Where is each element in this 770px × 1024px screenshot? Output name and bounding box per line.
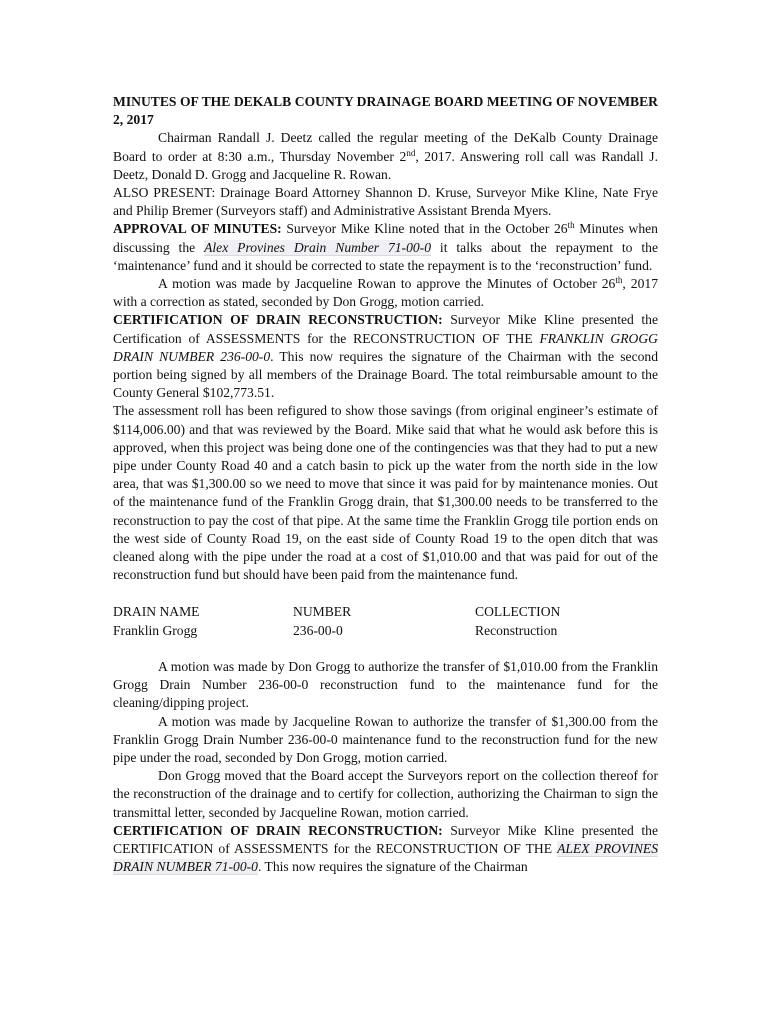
call-to-order-text: Chairman Randall J. Deetz called the regular meeting of the DeKalb County Drainage Board to order at 8:30 a.m., Thursday November 2 — [113, 130, 658, 164]
certification-paragraph-franklin — [113, 311, 658, 402]
ordinal-suffix: th — [567, 220, 575, 231]
table-cell-drain-name: Franklin Grogg — [113, 622, 198, 638]
ordinal-suffix: nd — [406, 147, 416, 158]
certification-heading: CERTIFICATION OF DRAIN RECONSTRUCTION: — [113, 312, 443, 328]
roll-call-text: , 2017. Answering roll call was Randall J. Deetz, Donald D. Grogg and Jacqueline R. Rowan. — [113, 148, 658, 182]
motion-transfer-1300: A motion was made by Jacqueline Rowan to authorize the transfer of $1,300.00 from the Franklin Grogg Drain Number 236-00-0 maintenance fund to the reconstruction fund for the new pipe under the road, seconded by Don Grogg, motion carried. — [113, 713, 658, 765]
certification-text: Surveyor Mike Kline presented the Certification of ASSESSMENTS for the RECONSTRUCTION OF THE — [113, 312, 658, 346]
minutes-document — [113, 93, 658, 876]
motion-transfer-1010: A motion was made by Don Grogg to authorize the transfer of $1,010.00 from the Franklin Grogg Drain Number 236-00-0 reconstruction fund to the maintenance fund for the cleaning/dipping project. — [113, 658, 658, 711]
also-present-paragraph: ALSO PRESENT: Drainage Board Attorney Shannon D. Kruse, Surveyor Mike Kline, Nate Frye and Philip Bremer (Surveyors staff) and Administrative Assistant Brenda Myers. — [113, 185, 658, 219]
table-cell-number: 236-00-0 — [293, 622, 343, 638]
drain-name-franklin: FRANKLIN GROGG DRAIN NUMBER 236-00-0 — [113, 330, 659, 364]
table-header-number: NUMBER — [293, 604, 352, 620]
drain-table — [113, 603, 658, 639]
drain-reference-link[interactable]: ALEX PROVINES DRAIN NUMBER 71-00-0 — [113, 840, 658, 875]
certification-text: . This now requires the signature of the Chairman — [257, 859, 528, 875]
drain-reference-link[interactable]: Alex Provines Drain Number 71-00-0 — [204, 239, 432, 255]
approval-paragraph — [113, 220, 658, 275]
approval-text: Surveyor Mike Kline noted that in the October 26 — [281, 221, 568, 237]
ordinal-suffix: th — [615, 275, 623, 286]
call-to-order-paragraph — [113, 129, 658, 184]
table-header-collection: COLLECTION — [475, 604, 561, 620]
certification-heading: CERTIFICATION OF DRAIN RECONSTRUCTION: — [113, 822, 443, 838]
table-header-drain-name: DRAIN NAME — [113, 604, 200, 620]
document-title: MINUTES OF THE DEKALB COUNTY DRAINAGE BOARD MEETING OF NOVEMBER 2, 2017 — [113, 94, 658, 128]
certification-paragraph-alex — [113, 822, 658, 877]
motion-text: , 2017 with a correction as stated, seconded by Don Grogg, motion carried. — [113, 276, 658, 310]
assessment-paragraph: The assessment roll has been refigured to show those savings (from original engineer’s estimate of $114,006.00) and that was reviewed by the Board. Mike said that what he would ask before this is approved, when this project was being done one of the contingencies was that they had to put a new pipe under County Road 40 and a catch basin to pick up the water from the north side in the low area, that was $1,300.00 so we need to move that since it was paid for by maintenance monies. Out of the maintenance fund of the Franklin Grogg drain, that $1,300.00 needs to be transferred to the reconstruction to pay the cost of that pipe. At the same time the Franklin Grogg tile portion ends on the west side of County Road 19, on the east side of County Road 19 to the open ditch that was cleaned along with the pipe under the road at a cost of $1,010.00 and that was paid for out of the reconstruction fund but should have been paid from the maintenance fund. — [113, 403, 658, 583]
motion-text: A motion was made by Jacqueline Rowan to approve the Minutes of October 26 — [158, 276, 616, 292]
approval-text: it talks about the repayment to the ‘maintenance’ fund and it should be corrected to state the repayment is to the ‘reconstruction’ fund. — [113, 239, 658, 273]
certification-text: . This now requires the signature of the Chairman with the second portion being signed by all members of the Drainage Board. The total reimbursable amount to the County General $102,773.51. — [113, 348, 658, 401]
approval-heading: APPROVAL OF MINUTES: — [113, 221, 282, 237]
table-cell-collection: Reconstruction — [475, 622, 558, 638]
certification-text: Surveyor Mike Kline presented the CERTIFICATION of ASSESSMENTS for the RECONSTRUCTION OF THE — [113, 822, 658, 856]
motion-approve-minutes — [113, 275, 658, 311]
approval-text: Minutes when discussing the — [113, 221, 658, 255]
motion-accept-report: Don Grogg moved that the Board accept the Surveyors report on the collection thereof for the reconstruction of the drainage and to certify for collection, authorizing the Chairman to sign the transmittal letter, seconded by Jacqueline Rowan, motion carried. — [113, 768, 658, 820]
